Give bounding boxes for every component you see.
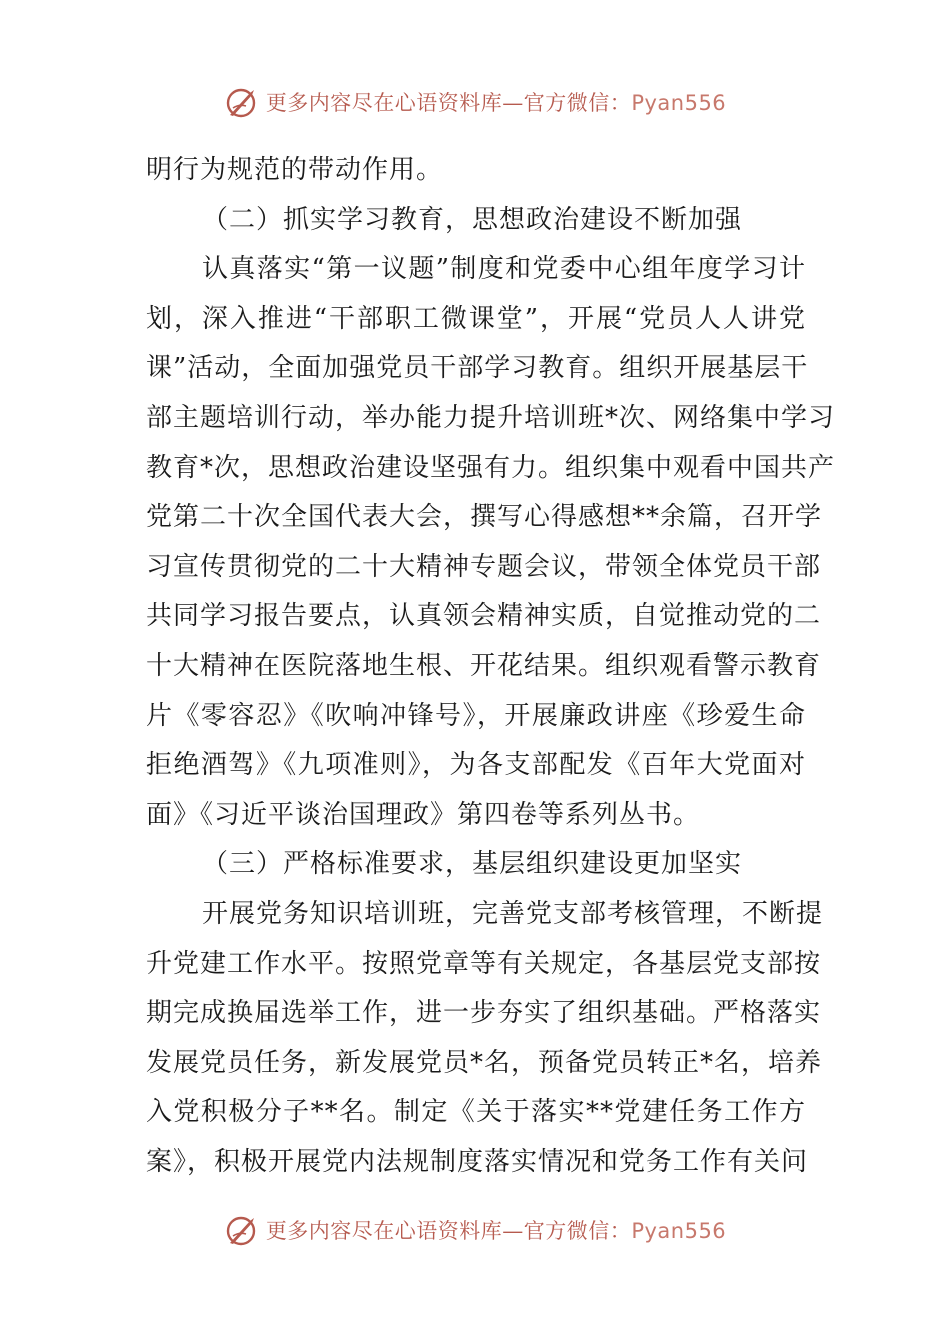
text-line: 部主题培训行动，举办能力提升培训班*次、网络集中学习 (146, 402, 836, 433)
footer-watermark (0, 1210, 950, 1250)
text-line: 共同学习报告要点，认真领会精神实质，自觉推动党的二 (146, 601, 822, 632)
watermark-handle: Pyan556 (631, 91, 727, 115)
pen-logo-icon (224, 84, 260, 120)
text-line: 发展党员任务，新发展党员*名，预备党员转正*名，培养 (146, 1047, 823, 1078)
text-line: 习宣传贯彻党的二十大精神专题会议，带领全体党员干部 (146, 551, 822, 582)
text-line: 案》，积极开展党内法规制度落实情况和党务工作有关问 (146, 1146, 809, 1177)
text-line: 入党积极分子**名。制定《关于落实**党建任务工作方 (146, 1097, 806, 1128)
watermark-handle: Pyan556 (631, 1219, 727, 1243)
text-line: 明行为规范的带动作用。 (146, 155, 444, 185)
header-watermark (0, 82, 950, 122)
text-line: 升党建工作水平。按照党章等有关规定，各基层党支部按 (146, 948, 822, 979)
watermark-text: 更多内容尽在心语资料库—官方微信：Pyan556 (265, 91, 727, 115)
text-line: 期完成换届选举工作，进一步夯实了组织基础。严格落实 (146, 998, 822, 1029)
text-line: 认真落实“第一议题”制度和党委中心组年度学习计 (202, 254, 806, 285)
text-line: 划，深入推进“干部职工微课堂”，开展“党员人人讲党 (146, 303, 806, 334)
text-line: 面》《习近平谈治国理政》第四卷等系列丛书。 (146, 799, 701, 830)
text-line: 党第二十次全国代表大会，撰写心得感想**余篇，召开学 (146, 502, 823, 533)
section-heading: （二）抓实学习教育，思想政治建设不断加强 (202, 204, 743, 235)
text-line: 片《零容忍》《吹响冲锋号》，开展廉政讲座《珍爱生命 (146, 700, 806, 731)
watermark-text: 更多内容尽在心语资料库—官方微信：Pyan556 (265, 1219, 727, 1243)
text-line: 拒绝酒驾》《九项准则》，为各支部配发《百年大党面对 (146, 750, 806, 781)
text-line: 十大精神在医院落地生根、开花结果。组织观看警示教育 (146, 650, 822, 681)
text-line: 开展党务知识培训班，完善党支部考核管理，不断提 (202, 898, 824, 929)
text-line: 课”活动，全面加强党员干部学习教育。组织开展基层干 (146, 353, 809, 384)
document-body (146, 146, 836, 1187)
section-heading: （三）严格标准要求，基层组织建设更加坚实 (202, 849, 743, 880)
pen-logo-icon (224, 1212, 260, 1248)
text-line: 教育*次，思想政治建设坚强有力。组织集中观看中国共产 (146, 452, 836, 483)
